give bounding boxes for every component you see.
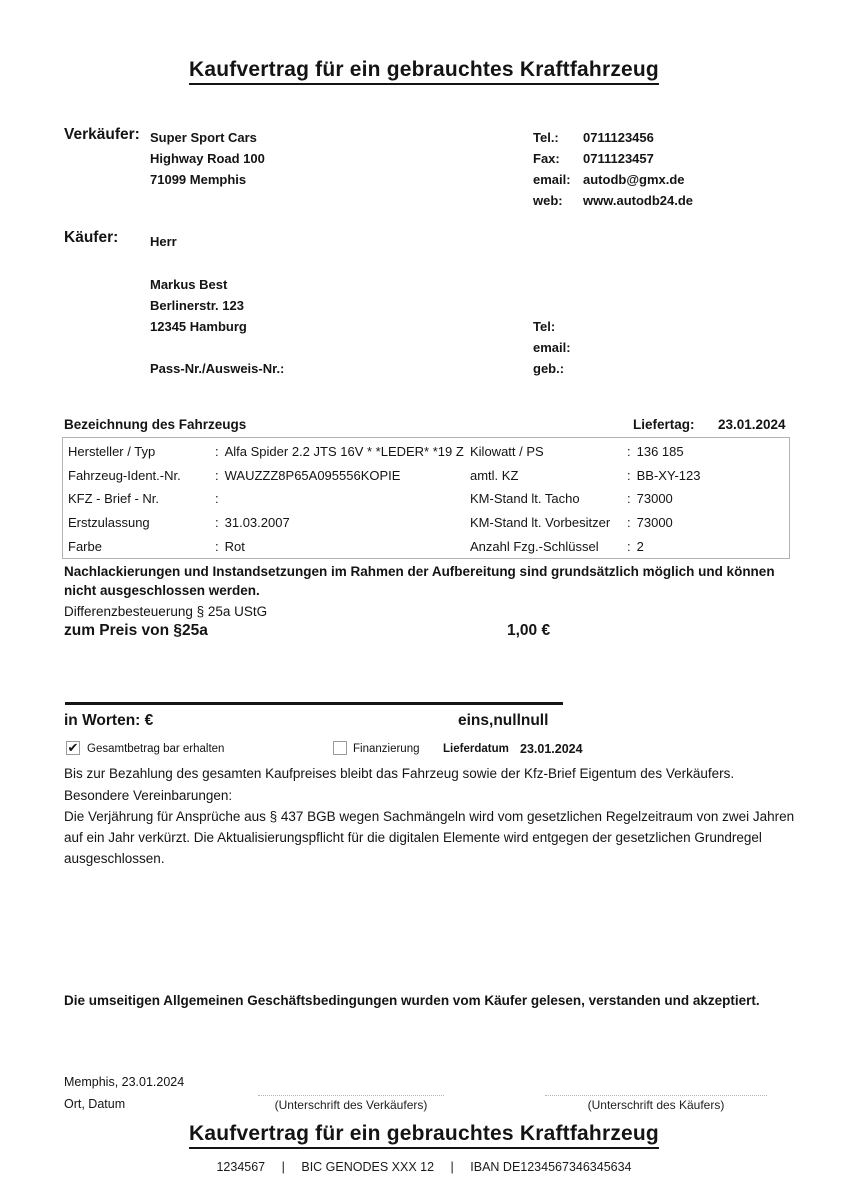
license-plate-value: BB-XY-123 bbox=[636, 467, 701, 483]
color-label: Farbe bbox=[68, 538, 102, 554]
seller-contact bbox=[533, 127, 693, 211]
tax-note: Differenzbesteuerung § 25a UStG bbox=[64, 604, 268, 619]
colon: : bbox=[215, 491, 219, 507]
seller-phone-label: Tel.: bbox=[533, 130, 559, 145]
registration-doc-label: KFZ - Brief - Nr. bbox=[68, 491, 159, 507]
buyer-email-row bbox=[533, 337, 583, 358]
buyer-label: Käufer: bbox=[64, 229, 119, 246]
odometer-label: KM-Stand lt. Tacho bbox=[470, 491, 580, 507]
place-date-label: Ort, Datum bbox=[64, 1097, 126, 1111]
footer-bank-line bbox=[0, 1160, 848, 1174]
seller-phone-value: 0711123456 bbox=[583, 130, 654, 145]
seller-web-row bbox=[533, 190, 693, 211]
previous-owner-km-value: 73000 bbox=[636, 515, 673, 531]
colon: : bbox=[627, 538, 631, 554]
financing-label: Finanzierung bbox=[353, 743, 420, 755]
cash-received-label: Gesamtbetrag bar erhalten bbox=[87, 743, 225, 755]
buyer-street: Berlinerstr. 123 bbox=[150, 298, 244, 313]
bic-value: BIC GENODES XXX 12 bbox=[301, 1160, 435, 1174]
retention-clause: Bis zur Bezahlung des gesamten Kaufpreises bleibt das Fahrzeug sowie der Kfz-Brief Eigentum des Verkäufers. bbox=[64, 766, 735, 781]
footer-header bbox=[0, 1122, 848, 1149]
kilowatt-label: Kilowatt / PS bbox=[470, 444, 544, 460]
vehicle-table bbox=[62, 437, 790, 559]
buyer-birthdate-row bbox=[533, 358, 583, 379]
page-title: Kaufvertrag für ein gebrauchtes Kraftfahrzeug bbox=[189, 58, 659, 85]
price-value: 1,00 € bbox=[507, 622, 551, 639]
seller-signature-caption: (Unterschrift des Verkäufers) bbox=[274, 1098, 428, 1112]
header bbox=[0, 58, 848, 85]
first-registration-value: 31.03.2007 bbox=[224, 515, 290, 531]
bottom-title: Kaufvertrag für ein gebrauchtes Kraftfahrzeug bbox=[189, 1122, 659, 1149]
checkmark-icon: ✔ bbox=[67, 740, 79, 755]
cash-received-checkbox[interactable] bbox=[66, 741, 80, 755]
buyer-signature-caption: (Unterschrift des Käufers) bbox=[587, 1098, 725, 1112]
vin-label: Fahrzeug-Ident.-Nr. bbox=[68, 467, 181, 483]
colon: : bbox=[215, 444, 219, 460]
amount-in-words-label: in Worten: € bbox=[64, 712, 154, 729]
previous-owner-km-label: KM-Stand lt. Vorbesitzer bbox=[470, 515, 611, 531]
seller-fax-row bbox=[533, 148, 693, 169]
vin-value: WAUZZZ8P65A095556KOPIE bbox=[224, 467, 401, 483]
vehicle-section-title: Bezeichnung des Fahrzeugs bbox=[64, 417, 247, 432]
seller-web-label: web: bbox=[533, 193, 563, 208]
buyer-name: Markus Best bbox=[150, 277, 228, 292]
manufacturer-label: Hersteller / Typ bbox=[68, 444, 156, 460]
manufacturer-value: Alfa Spider 2.2 JTS 16V * *LEDER* *19 Z bbox=[224, 444, 464, 460]
colon: : bbox=[627, 515, 631, 531]
seller-label: Verkäufer: bbox=[64, 126, 140, 143]
refinish-note: Nachlackierungen und Instandsetzungen im Rahmen der Aufbereitung sind grundsätzlich möglich und können nicht ausgeschlossen werden. bbox=[64, 564, 775, 598]
delivery-day-value: 23.01.2024 bbox=[718, 417, 786, 432]
price-label: zum Preis von §25a bbox=[64, 622, 208, 639]
buyer-birthdate-label: geb.: bbox=[533, 361, 565, 376]
seller-address bbox=[150, 127, 265, 190]
table-row bbox=[68, 440, 784, 464]
first-registration-label: Erstzulassung bbox=[68, 515, 150, 531]
buyer-email-label: email: bbox=[533, 340, 571, 355]
table-row bbox=[68, 487, 784, 511]
license-plate-label: amtl. KZ bbox=[470, 467, 519, 483]
seller-phone-row bbox=[533, 127, 693, 148]
iban-value: IBAN DE1234567346345634 bbox=[470, 1160, 632, 1174]
key-count-label: Anzahl Fzg.-Schlüssel bbox=[470, 538, 599, 554]
seller-street: Highway Road 100 bbox=[150, 151, 265, 166]
table-row bbox=[68, 534, 784, 558]
financing-checkbox[interactable] bbox=[333, 741, 347, 755]
colon: : bbox=[627, 491, 631, 507]
buyer-signature-line bbox=[545, 1095, 767, 1096]
buyer-address bbox=[150, 274, 247, 337]
seller-name: Super Sport Cars bbox=[150, 130, 257, 145]
buyer-phone-label: Tel: bbox=[533, 319, 556, 334]
seller-fax-value: 0711123457 bbox=[583, 151, 654, 166]
place-date-value: Memphis, 23.01.2024 bbox=[64, 1075, 185, 1089]
delivery-day-label: Liefertag: bbox=[633, 417, 695, 432]
buyer-contact bbox=[533, 316, 583, 379]
terms-accepted-note: Die umseitigen Allgemeinen Geschäftsbedingungen wurden vom Käufer gelesen, verstanden und akzeptiert. bbox=[64, 993, 760, 1008]
table-row bbox=[68, 511, 784, 535]
buyer-city: 12345 Hamburg bbox=[150, 319, 247, 334]
seller-signature-line bbox=[258, 1095, 444, 1096]
footer-separator: | bbox=[450, 1160, 454, 1174]
seller-email-value: autodb@gmx.de bbox=[583, 172, 685, 187]
buyer-passport-label: Pass-Nr./Ausweis-Nr.: bbox=[150, 361, 285, 376]
seller-fax-label: Fax: bbox=[533, 151, 560, 166]
customer-number: 1234567 bbox=[216, 1160, 266, 1174]
table-row bbox=[68, 464, 784, 488]
seller-web-value: www.autodb24.de bbox=[583, 193, 694, 208]
special-agreements-label: Besondere Vereinbarungen: bbox=[64, 788, 233, 803]
divider-rule bbox=[65, 702, 563, 705]
kilowatt-value: 136 185 bbox=[636, 444, 684, 460]
amount-in-words-value: eins,nullnull bbox=[458, 712, 549, 729]
footer-separator: | bbox=[281, 1160, 285, 1174]
seller-email-row bbox=[533, 169, 693, 190]
special-agreements-text: Die Verjährung für Ansprüche aus § 437 BGB wegen Sachmängeln wird vom gesetzlichen Regelzeitraum von zwei Jahren auf ein Jahr verkürzt. Die Aktualisierungspflicht für die digitalen Elemente wird entgegen der gesetzlichen Grundregel ausgeschlossen. bbox=[64, 809, 795, 866]
seller-city: 71099 Memphis bbox=[150, 172, 247, 187]
colon: : bbox=[215, 538, 219, 554]
colon: : bbox=[627, 467, 631, 483]
buyer-salutation: Herr bbox=[150, 234, 177, 249]
key-count-value: 2 bbox=[636, 538, 644, 554]
colon: : bbox=[627, 444, 631, 460]
buyer-phone-row bbox=[533, 316, 583, 337]
colon: : bbox=[215, 515, 219, 531]
color-value: Rot bbox=[224, 538, 245, 554]
seller-email-label: email: bbox=[533, 172, 571, 187]
colon: : bbox=[215, 467, 219, 483]
delivery-date-value: 23.01.2024 bbox=[520, 742, 583, 756]
odometer-value: 73000 bbox=[636, 491, 673, 507]
delivery-date-label: Lieferdatum bbox=[443, 743, 509, 755]
